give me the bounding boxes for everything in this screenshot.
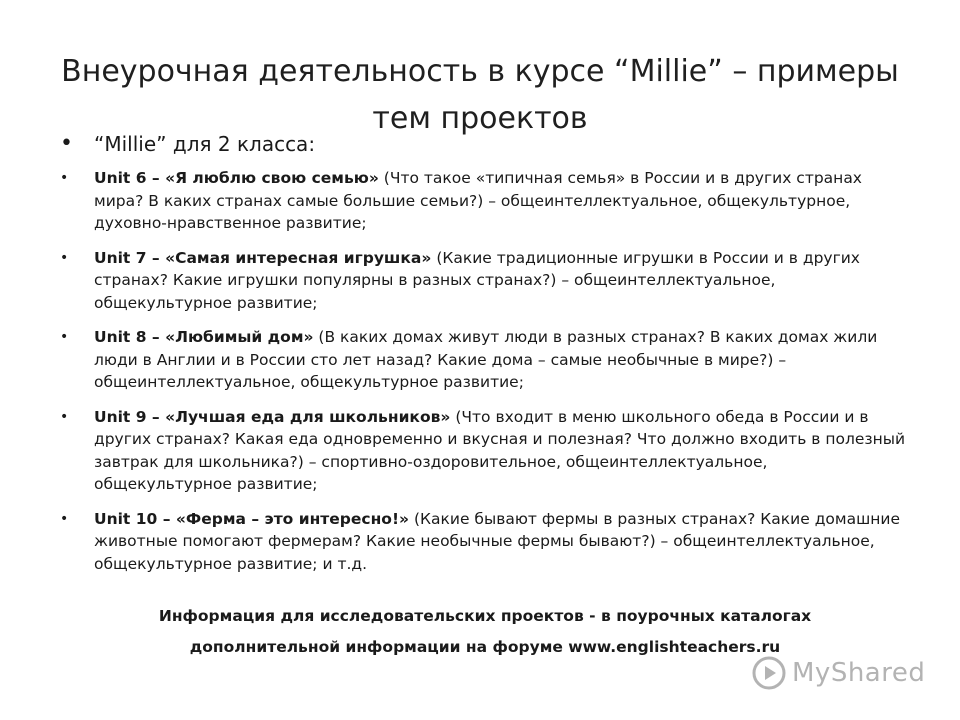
unit-item-9 xyxy=(60,406,910,496)
unit-heading: Unit 9 – «Лучшая еда для школьников» xyxy=(94,407,451,426)
unit-description: (Что входит в меню школьного обеда в России и в других странах? Какая еда одновременно и вкусная и полезная? Что должно входить в полезный завтрак для школьника?) – спортивно-оздоровительное, общеинтеллектуальное, общекультурное развитие; xyxy=(94,407,906,493)
info-line-2: дополнительной информации на форуме www.englishteachers.ru xyxy=(189,638,781,656)
play-logo-icon xyxy=(752,656,786,690)
bullet-icon: • xyxy=(60,249,69,266)
slide-title: Внеурочная деятельность в курсе “Millie” – примеры тем проектов xyxy=(61,54,899,137)
bullet-icon: • xyxy=(60,170,69,186)
unit-heading: Unit 8 – «Любимый дом» xyxy=(94,328,314,346)
unit-heading: Unit 6 – «Я люблю свою семью» xyxy=(94,169,379,187)
bullet-icon: • xyxy=(60,510,69,527)
unit-item-6 xyxy=(60,167,910,235)
watermark xyxy=(752,656,925,690)
subheading-text: “Millie” для 2 класса: xyxy=(94,132,316,156)
bullet-icon: • xyxy=(60,408,69,425)
unit-description: (Какие традиционные игрушки в России и в других странах? Какие игрушки популярны в разных странах?) – общеинтеллектуальное, общекультурное развитие; xyxy=(94,248,860,312)
unit-description: (Что такое «типичная семья» в России и в других странах мира? В каких странах самые большие семьи?) – общеинтеллектуальное, общекультурное, духовно-нравственное развитие; xyxy=(94,169,862,232)
bullet-icon: • xyxy=(60,329,69,345)
watermark-text: MyShared xyxy=(792,658,926,688)
unit-heading: Unit 7 – «Самая интересная игрушка» xyxy=(94,248,432,267)
info-line-1: Информация для исследовательских проектов - в поурочных каталогах xyxy=(158,607,812,625)
unit-item-10 xyxy=(60,508,910,576)
unit-item-7 xyxy=(60,247,910,315)
slide-content xyxy=(60,129,910,587)
unit-description: (В каких домах живут люди в разных странах? В каких домах жили люди в Англии и в России сто лет назад? Какие дома – самые необычные в мире?) – общеинтеллектуальное, общекультурное развитие; xyxy=(94,328,878,391)
unit-description: (Какие бывают фермы в разных странах? Какие домашние животные помогают фермерам? Какие необычные фермы бывают?) – общеинтеллектуальное, общекультурное развитие; и т.д. xyxy=(94,509,901,573)
unit-heading: Unit 10 – «Ферма – это интересно!» xyxy=(94,509,410,528)
unit-item-8 xyxy=(60,326,910,394)
info-block xyxy=(60,601,910,663)
unit-list xyxy=(60,167,910,575)
bullet-icon: • xyxy=(60,131,73,156)
subheading xyxy=(60,129,910,159)
